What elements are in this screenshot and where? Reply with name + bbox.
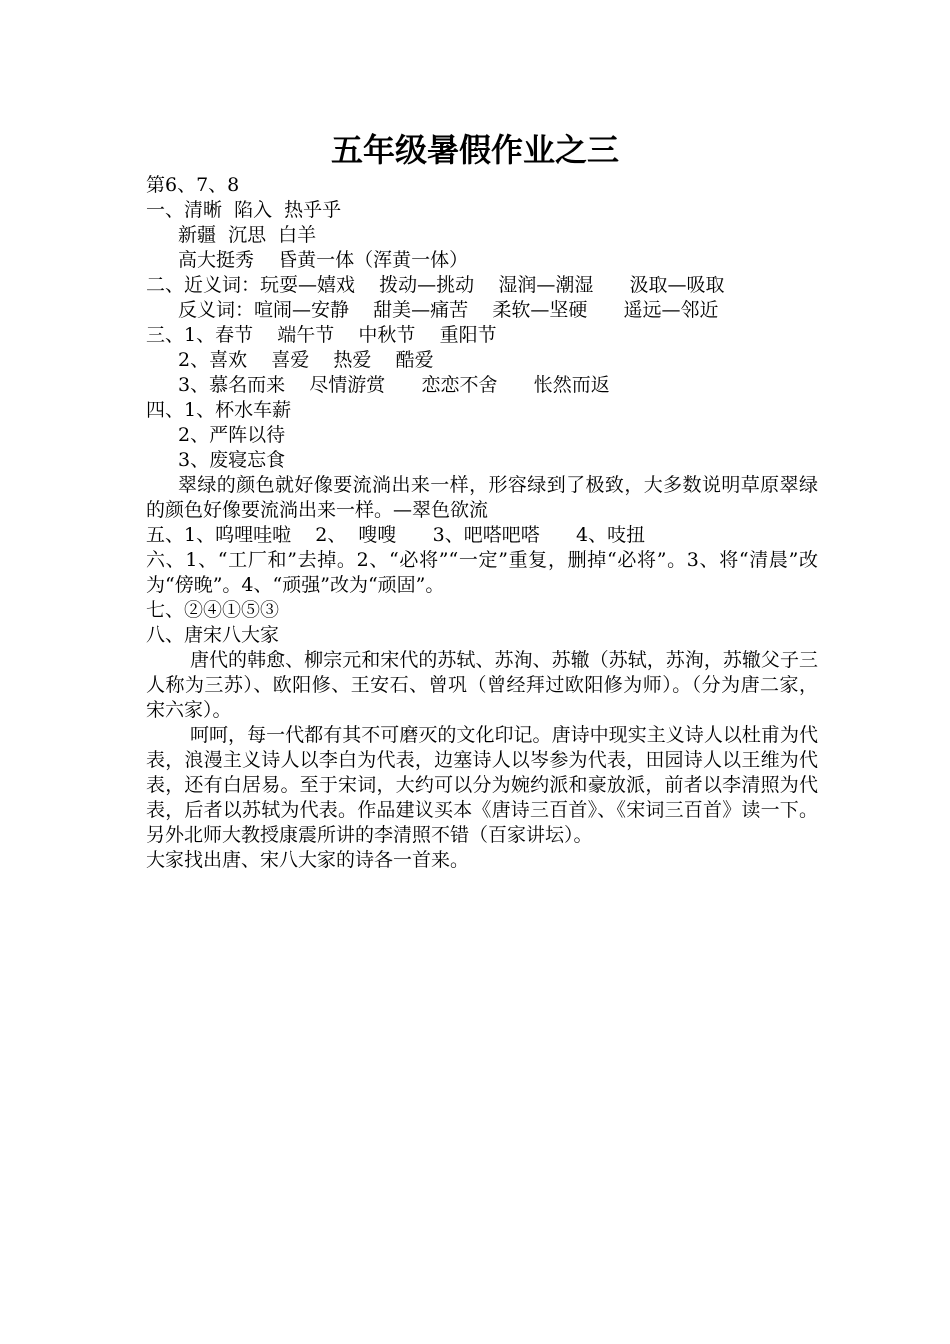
text-line: 2、喜欢 喜爱 热爱 酷爱	[178, 349, 434, 371]
text-line: 三、1、春节 端午节 中秋节 重阳节	[146, 324, 497, 346]
text-line: 四、1、杯水车薪	[146, 399, 292, 421]
text-line: 七、②④①⑤③	[146, 599, 280, 621]
document-title: 五年级暑假作业之三	[330, 131, 619, 169]
text-line: 3、慕名而来 尽情游赏 恋恋不舍 怅然而返	[178, 374, 610, 396]
text-line: 一、清晰 陷入 热乎乎	[146, 199, 342, 221]
paragraph: 呵呵，每一代都有其不可磨灭的文化印记。唐诗中现实主义诗人以杜甫为代表，浪漫主义诗人以李白为代表，边塞诗人以岑参为代表，田园诗人以王维为代表，还有白居易。至于宋词，大约可以分为婉约派和豪放派，前者以李清照为代表，后者以苏轼为代表。作品建议买本《唐诗三百首》、《宋词三百首》读一下。另外北师大教授康震所讲的李清照不错（百家讲坛）。	[146, 724, 818, 846]
text-line: 八、唐宋八大家	[146, 624, 280, 646]
text-line: 新疆 沉思 白羊	[178, 224, 317, 246]
text-line: 五、1、呜哩哇啦 2、 嗖嗖 3、吧嗒吧嗒 4、吱扭	[146, 524, 646, 546]
paragraph: 翠绿的颜色就好像要流淌出来一样，形容绿到了极致，大多数说明草原翠绿的颜色好像要流淌出来一样。—翠色欲流	[146, 474, 818, 521]
document-body	[146, 173, 818, 873]
text-line: 高大挺秀 昏黄一体（浑黄一体）	[178, 249, 469, 271]
paragraph: 六、1、“工厂和”去掉。2、“必将”“一定”重复，删掉“必将”。3、将“清晨”改为“傍晚”。4、“顽强”改为“顽固”。	[146, 549, 818, 596]
text-line: 二、近义词：玩耍—嬉戏 拨动—挑动 湿润—潮湿 汲取—吸取	[146, 274, 725, 296]
text-line: 3、废寝忘食	[178, 449, 286, 471]
text-line: 大家找出唐、宋八大家的诗各一首来。	[146, 849, 470, 871]
text-line: 2、严阵以待	[178, 424, 286, 446]
text-line: 第6、7、8	[146, 174, 240, 196]
text-line: 反义词：喧闹—安静 甜美—痛苦 柔软—坚硬 遥远—邻近	[178, 299, 719, 321]
paragraph: 唐代的韩愈、柳宗元和宋代的苏轼、苏洵、苏辙（苏轼，苏洵，苏辙父子三人称为三苏）、欧阳修、王安石、曾巩（曾经拜过欧阳修为师）。（分为唐二家，宋六家）。	[146, 649, 818, 721]
